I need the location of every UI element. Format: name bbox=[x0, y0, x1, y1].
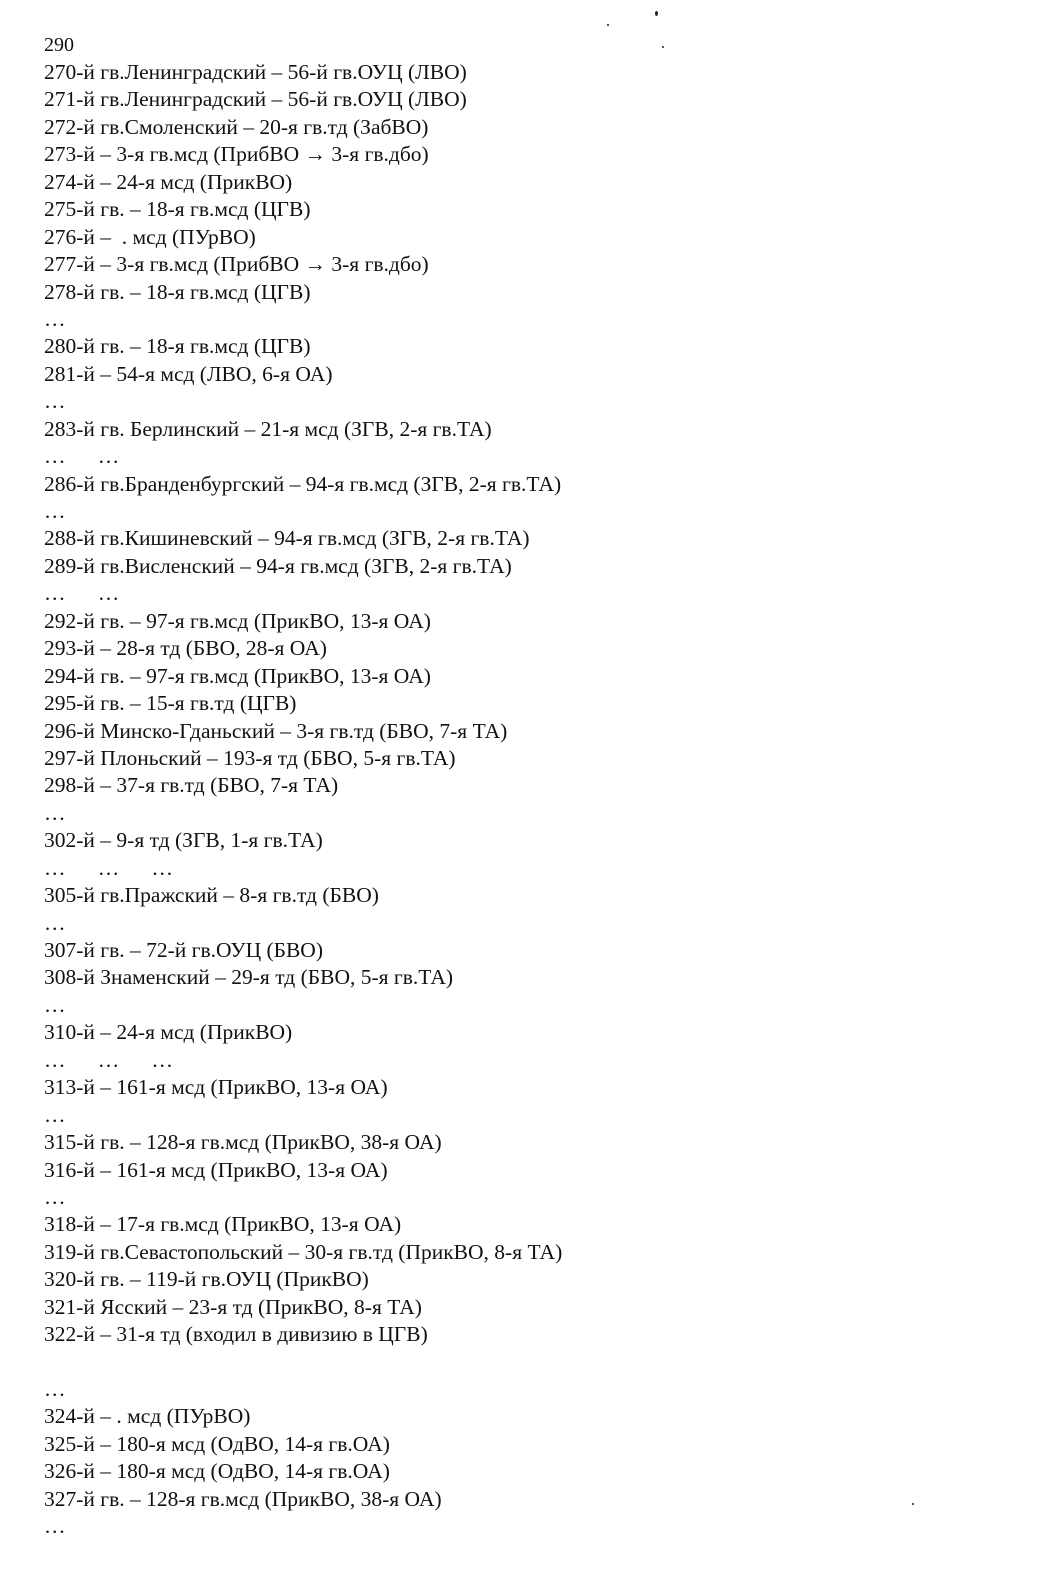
list-line: 325-й – 180-я мсд (ОдВО, 14-я гв.ОА) bbox=[44, 1431, 390, 1456]
list-line: 286-й гв.Бранденбургский – 94-я гв.мсд (ЗГВ, 2-я гв.ТА) bbox=[44, 471, 562, 496]
list-line: 321-й Ясский – 23-я тд (ПрикВО, 8-я ТА) bbox=[44, 1294, 422, 1319]
list-line: … bbox=[44, 499, 66, 523]
scan-speck bbox=[662, 46, 664, 48]
list-line: 270-й гв.Ленинградский – 56-й гв.ОУЦ (ЛВО) bbox=[44, 60, 467, 84]
list-line: 274-й – 24-я мсд (ПрикВО) bbox=[44, 169, 293, 194]
scan-speck bbox=[607, 24, 609, 26]
list-line: 272-й гв.Смоленский – 20-я гв.тд (ЗабВО) bbox=[44, 114, 429, 139]
list-line bbox=[44, 1349, 1034, 1376]
list-line: 322-й – 31-я тд (входил в дивизию в ЦГВ) bbox=[44, 1322, 428, 1347]
list-line: … bbox=[44, 1184, 66, 1209]
list-line: 319-й гв.Севастопольский – 30-я гв.тд (ПрикВО, 8-я ТА) bbox=[44, 1239, 563, 1264]
list-line: 316-й – 161-я мсд (ПрикВО, 13-я ОА) bbox=[44, 1157, 388, 1182]
regiment-list bbox=[44, 59, 1034, 1541]
list-line: 277-й – 3-я гв.мсд (ПрибВО → 3-я гв.дбо) bbox=[44, 252, 429, 277]
list-line: 298-й – 37-я гв.тд (БВО, 7-я ТА) bbox=[44, 773, 339, 798]
page-number: 290 bbox=[44, 34, 74, 56]
list-line: 326-й – 180-я мсд (ОдВО, 14-я гв.ОА) bbox=[44, 1459, 390, 1484]
list-line: 292-й гв. – 97-я гв.мсд (ПрикВО, 13-я ОА) bbox=[44, 608, 431, 633]
list-line: 320-й гв. – 119-й гв.ОУЦ (ПрикВО) bbox=[44, 1267, 369, 1292]
list-line: 271-й гв.Ленинградский – 56-й гв.ОУЦ (ЛВО) bbox=[44, 87, 467, 112]
list-line: … bbox=[44, 1514, 66, 1539]
list-line: 293-й – 28-я тд (БВО, 28-я ОА) bbox=[44, 636, 327, 661]
list-line: 310-й – 24-я мсд (ПрикВО) bbox=[44, 1020, 293, 1045]
list-line: … … bbox=[44, 444, 120, 469]
list-line: 315-й гв. – 128-я гв.мсд (ПрикВО, 38-я ОА) bbox=[44, 1130, 442, 1155]
list-line: … bbox=[44, 1102, 66, 1127]
list-line: 278-й гв. – 18-я гв.мсд (ЦГВ) bbox=[44, 279, 311, 304]
list-line: 327-й гв. – 128-я гв.мсд (ПрикВО, 38-я ОА) bbox=[44, 1486, 442, 1511]
list-line: 295-й гв. – 15-я гв.тд (ЦГВ) bbox=[44, 691, 297, 716]
list-line: 288-й гв.Кишиневский – 94-я гв.мсд (ЗГВ, 2-я гв.ТА) bbox=[44, 526, 530, 551]
scan-speck bbox=[655, 11, 658, 16]
list-line: 283-й гв. Берлинский – 21-я мсд (ЗГВ, 2-я гв.ТА) bbox=[44, 416, 492, 441]
list-line: 313-й – 161-я мсд (ПрикВО, 13-я ОА) bbox=[44, 1075, 388, 1100]
list-line: 276-й – . мсд (ПУрВО) bbox=[44, 224, 256, 249]
list-line: 308-й Знаменский – 29-я тд (БВО, 5-я гв.ТА) bbox=[44, 965, 454, 990]
list-line: … … … bbox=[44, 1047, 173, 1072]
list-line: … bbox=[44, 800, 66, 825]
list-line: … … bbox=[44, 581, 120, 606]
list-line: … … … bbox=[44, 855, 173, 880]
list-line: 305-й гв.Пражский – 8-я гв.тд (БВО) bbox=[44, 883, 379, 908]
list-line: 273-й – 3-я гв.мсд (ПрибВО → 3-я гв.дбо) bbox=[44, 142, 429, 167]
list-line: 297-й Плоньский – 193-я тд (БВО, 5-я гв.ТА) bbox=[44, 745, 456, 770]
list-line: 302-й – 9-я тд (ЗГВ, 1-я гв.ТА) bbox=[44, 828, 323, 853]
list-line: 307-й гв. – 72-й гв.ОУЦ (БВО) bbox=[44, 938, 323, 962]
list-line: 280-й гв. – 18-я гв.мсд (ЦГВ) bbox=[44, 334, 311, 359]
list-line: … bbox=[44, 992, 66, 1017]
scan-speck bbox=[912, 1503, 914, 1505]
list-line: 281-й – 54-я мсд (ЛВО, 6-я ОА) bbox=[44, 361, 333, 386]
list-line: 324-й – . мсд (ПУрВО) bbox=[44, 1404, 251, 1429]
list-line: … bbox=[44, 1377, 66, 1401]
list-line: 294-й гв. – 97-я гв.мсд (ПрикВО, 13-я ОА) bbox=[44, 663, 431, 688]
list-line: 296-й Минско-Гданьский – 3-я гв.тд (БВО, 7-я ТА) bbox=[44, 718, 508, 743]
list-line: 275-й гв. – 18-я гв.мсд (ЦГВ) bbox=[44, 197, 311, 222]
list-line: … bbox=[44, 389, 66, 414]
list-line: … bbox=[44, 306, 66, 331]
list-line: 289-й гв.Висленский – 94-я гв.мсд (ЗГВ, 2-я гв.ТА) bbox=[44, 553, 512, 578]
list-line: … bbox=[44, 910, 66, 935]
list-line: 318-й – 17-я гв.мсд (ПрикВО, 13-я ОА) bbox=[44, 1212, 402, 1237]
